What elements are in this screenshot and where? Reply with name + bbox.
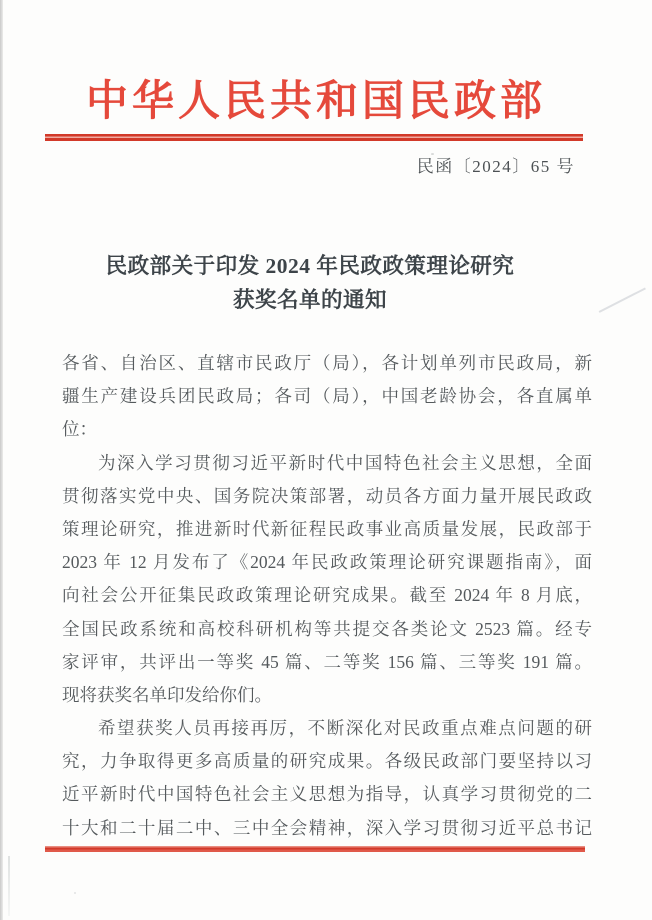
- scan-speck-artifact: [74, 892, 76, 894]
- document-body: [62, 347, 592, 845]
- body-line: 各省、自治区、直辖市民政厅（局），各计划单列市民政局，新: [62, 353, 592, 373]
- body-line: 全国民政系统和高校科研机构等共提交各类论文 2523 篇。经专: [62, 618, 592, 639]
- scan-scratch-artifact: [599, 287, 646, 312]
- body-line: 希望获奖人员再接再厉，不断深化对民政重点难点问题的研: [98, 718, 592, 739]
- body-line: 为深入学习贯彻习近平新时代中国特色社会主义思想，全面: [98, 452, 592, 473]
- document-title: [45, 249, 575, 317]
- scan-left-edge-faint-line: [8, 856, 10, 916]
- document-title-line1: 民政部关于印发 2024 年民政政策理论研究: [105, 254, 515, 278]
- body-line: 疆生产建设兵团民政局；各司（局），中国老龄协会，各直属单: [62, 386, 592, 407]
- body-line: 究，力争取得更多高质量的研究成果。各级民政部门要坚持以习: [62, 751, 592, 772]
- body-line: 位：: [62, 419, 97, 440]
- body-line: 贯彻落实党中央、国务院决策部署，动员各方面力量开展民政政: [62, 485, 592, 506]
- body-line: 现将获奖名单印发给你们。: [62, 684, 272, 705]
- body-line: 向社会公开征集民政政策理论研究成果。截至 2024 年 8 月底，: [62, 585, 592, 606]
- letterhead-title: 中华人民共和国民政部: [85, 79, 546, 125]
- footer-rule-line: [45, 846, 585, 852]
- scan-left-edge-artifact: [0, 0, 3, 920]
- document-number: 民函〔2024〕65 号: [416, 157, 575, 176]
- body-line: 近平新时代中国特色社会主义思想为指导，认真学习贯彻党的二: [62, 784, 592, 805]
- letterhead-rule-line: [45, 134, 583, 141]
- body-line: 十大和二十届二中、三中全会精神，深入学习贯彻习近平总书记: [62, 817, 592, 838]
- document-title-line2: 获奖名单的通知: [232, 288, 387, 312]
- body-line: 2023 年 12 月发布了《2024 年民政政策理论研究课题指南》，面: [62, 552, 592, 573]
- body-line: 策理论研究，推进新时代新征程民政事业高质量发展，民政部于: [62, 518, 592, 539]
- body-line: 家评审，共评出一等奖 45 篇、二等奖 156 篇、三等奖 191 篇。: [62, 651, 592, 672]
